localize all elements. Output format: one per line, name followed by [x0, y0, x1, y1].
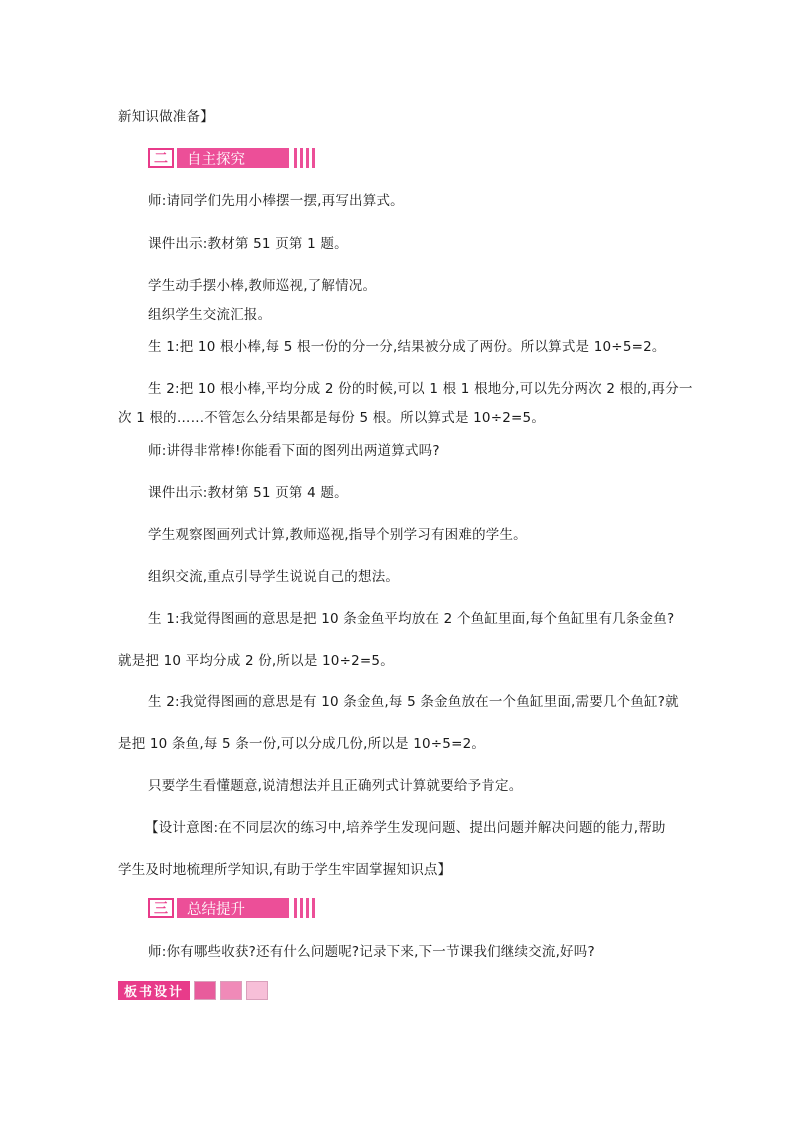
paragraph-line: 是把 10 条鱼,每 5 条一份,可以分成几份,所以是 10÷5=2。	[118, 736, 486, 752]
section-header-explore	[148, 148, 318, 168]
section-number: 三	[148, 898, 174, 918]
paragraph-line: 次 1 根的……不管怎么分结果都是每份 5 根。所以算式是 10÷2=5。	[118, 410, 546, 426]
paragraph-line: 组织交流,重点引导学生说说自己的想法。	[148, 569, 400, 585]
stripes-decoration	[294, 148, 318, 168]
paragraph-line: 师:请同学们先用小棒摆一摆,再写出算式。	[148, 193, 404, 209]
design-intent-line: 学生及时地梳理所学知识,有助于学生牢固掌握知识点】	[118, 862, 452, 878]
paragraph-line: 师:你有哪些收获?还有什么问题呢?记录下来,下一节课我们继续交流,好吗?	[148, 944, 595, 960]
top-line: 新知识做准备】	[118, 109, 214, 125]
paragraph-line: 学生动手摆小棒,教师巡视,了解情况。	[148, 278, 377, 294]
paragraph-line: 生 2:把 10 根小棒,平均分成 2 份的时候,可以 1 根 1 根地分,可以先分两次 2 根的,再分一	[148, 381, 693, 397]
paragraph-line: 师:讲得非常棒!你能看下面的图列出两道算式吗?	[148, 443, 440, 459]
paragraph-line: 课件出示:教材第 51 页第 4 题。	[148, 485, 348, 501]
stripes-decoration	[294, 898, 318, 918]
section-title: 自主探究	[177, 148, 289, 168]
paragraph-line: 组织学生交流汇报。	[148, 307, 272, 323]
paragraph-line: 课件出示:教材第 51 页第 1 题。	[148, 236, 348, 252]
board-design-header	[118, 981, 268, 1000]
design-intent-line: 【设计意图:在不同层次的练习中,培养学生发现问题、提出问题并解决问题的能力,帮助	[145, 820, 666, 836]
paragraph-line: 生 1:把 10 根小棒,每 5 根一份的分一分,结果被分成了两份。所以算式是 10÷5=2。	[148, 339, 666, 355]
decor-square	[194, 981, 216, 1000]
board-design-label: 板书设计	[118, 981, 190, 1000]
decor-square	[246, 981, 268, 1000]
section-title: 总结提升	[177, 898, 289, 918]
paragraph-line: 生 2:我觉得图画的意思是有 10 条金鱼,每 5 条金鱼放在一个鱼缸里面,需要几个鱼缸?就	[148, 694, 679, 710]
paragraph-line: 就是把 10 平均分成 2 份,所以是 10÷2=5。	[118, 653, 394, 669]
section-header-summary	[148, 898, 318, 918]
paragraph-line: 生 1:我觉得图画的意思是把 10 条金鱼平均放在 2 个鱼缸里面,每个鱼缸里有几条金鱼?	[148, 611, 675, 627]
section-number: 二	[148, 148, 174, 168]
paragraph-line: 只要学生看懂题意,说清想法并且正确列式计算就要给予肯定。	[148, 778, 523, 794]
decor-square	[220, 981, 242, 1000]
paragraph-line: 学生观察图画列式计算,教师巡视,指导个别学习有困难的学生。	[148, 527, 527, 543]
